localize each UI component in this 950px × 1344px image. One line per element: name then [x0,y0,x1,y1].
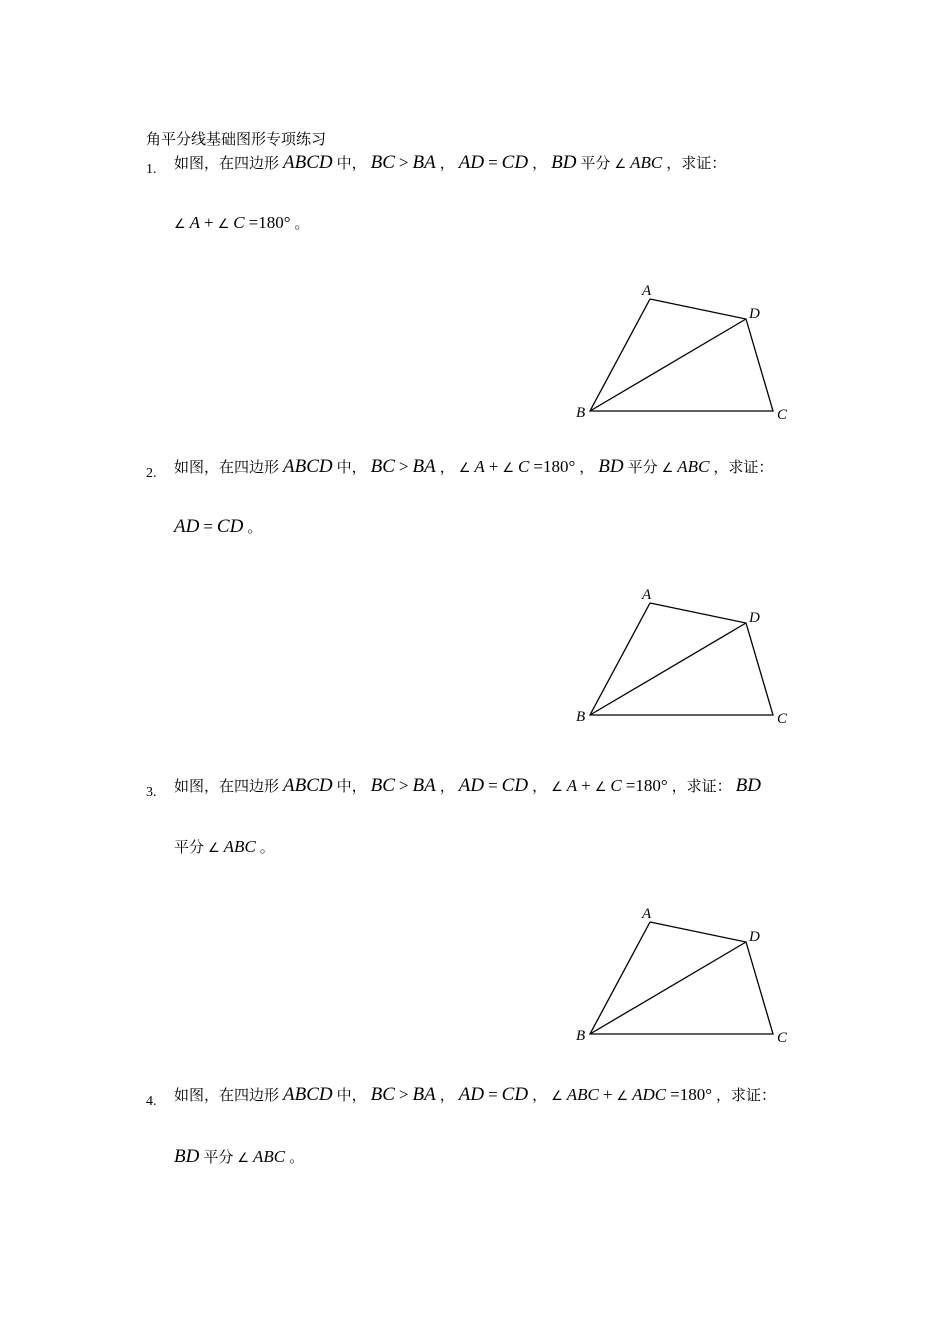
math: BD [174,1146,200,1167]
math: = [203,517,213,536]
angle-symbol: ∠ [661,461,674,476]
label-d: D [749,929,760,945]
text: 中， [336,1086,367,1104]
math: ABCD [283,456,333,477]
problem-3-line-2 [174,836,279,857]
problem-4-line-2 [174,1146,308,1168]
problem-3-line-1 [174,775,765,797]
math: =180° [625,776,668,795]
text: ，求证： [716,1086,777,1104]
math: ABC [630,153,663,172]
label-c: C [777,407,788,423]
label-c: C [777,711,788,727]
text: ， [439,777,455,795]
math: = [488,153,498,172]
label-d: D [749,306,760,322]
problem-2-line-1 [174,456,777,478]
text: 。 [259,838,275,856]
angle-symbol: ∠ [551,780,563,795]
math: BC [370,152,395,173]
text: ， [579,458,595,476]
math: CD [501,1084,529,1105]
angle-symbol: ∠ [616,1089,629,1104]
angle-symbol: ∠ [237,1151,249,1166]
quadrilateral-figure-2 [560,584,800,729]
text: 中， [336,458,367,476]
math: CD [216,516,244,537]
text: 平分 [203,1148,234,1166]
math: CD [501,152,529,173]
text: ，求证： [671,777,732,795]
math: ABCD [283,1084,333,1105]
text: 如图，在四边形 [174,458,280,476]
math: BC [370,775,395,796]
math: = [488,776,498,795]
text: ， [532,154,548,172]
math: ABCD [283,775,333,796]
angle-symbol: ∠ [208,841,220,856]
quadrilateral-figure-3 [560,903,800,1048]
math: + [204,213,214,232]
text: 平分 [174,838,205,856]
math: BC [370,456,395,477]
math: BC [370,1084,395,1105]
problem-4-line-1 [174,1084,780,1106]
math: C [233,213,245,232]
math: BA [412,775,436,796]
problem-1-line-1 [174,152,730,174]
quadrilateral-figure-1 [560,280,800,425]
math: + [581,776,591,795]
math: > [398,457,409,476]
problem-2-line-2 [174,516,266,538]
math: ABC [677,457,710,476]
problem-4-number: 4. [146,1094,157,1109]
math: > [398,153,409,172]
label-a: A [642,906,652,922]
problem-3-number: 3. [146,785,157,800]
text: 。 [247,518,263,536]
text: ，求证： [666,154,727,172]
text: 。 [294,214,310,232]
math: + [488,457,499,476]
text: ， [439,1086,455,1104]
angle-symbol: ∠ [502,461,515,476]
math: ABC [253,1147,286,1166]
problem-1-number: 1. [146,162,157,177]
problem-2-number: 2. [146,466,157,481]
text: 。 [289,1148,305,1166]
problem-1-line-2 [174,212,314,233]
math: ABC [223,837,256,856]
angle-symbol: ∠ [174,217,186,232]
math: AD [458,1084,485,1105]
math: BD [598,456,624,477]
math: =180° [533,457,576,476]
math: C [518,457,530,476]
label-a: A [642,283,652,299]
text: 如图，在四边形 [174,154,280,172]
angle-symbol: ∠ [594,780,607,795]
math: ADC [632,1085,667,1104]
math: BA [412,456,436,477]
math: =180° [248,213,291,232]
label-d: D [749,610,760,626]
label-c: C [777,1030,788,1046]
math: ABC [566,1085,599,1104]
math: + [602,1085,613,1104]
math: A [189,213,201,232]
label-b: B [576,709,586,725]
text: 如图，在四边形 [174,1086,280,1104]
text: ， [439,458,455,476]
math: ABCD [283,152,333,173]
math: AD [458,152,485,173]
text: 平分 [580,154,611,172]
label-b: B [576,1028,586,1044]
text: 如图，在四边形 [174,777,280,795]
math: CD [501,775,529,796]
math: = [488,1085,498,1104]
math: A [474,457,485,476]
text: ， [439,154,455,172]
math: BA [412,152,436,173]
page-title: 角平分线基础图形专项练习 [146,130,327,148]
math: =180° [670,1085,712,1104]
math: A [566,776,578,795]
text: 平分 [627,458,658,476]
angle-symbol: ∠ [614,157,627,172]
math: BA [412,1084,436,1105]
label-b: B [576,405,586,421]
math: AD [174,516,200,537]
text: ，求证： [713,458,774,476]
label-a: A [642,587,652,603]
math: BD [551,152,577,173]
math: > [398,1085,409,1104]
text: 中， [336,777,367,795]
angle-symbol: ∠ [458,461,471,476]
math: > [398,776,409,795]
text: ， [532,1086,548,1104]
math: BD [735,775,761,796]
text: ， [532,777,548,795]
text: 中， [336,154,367,172]
math: AD [458,775,485,796]
angle-symbol: ∠ [217,217,230,232]
math: C [610,776,622,795]
angle-symbol: ∠ [551,1089,563,1104]
